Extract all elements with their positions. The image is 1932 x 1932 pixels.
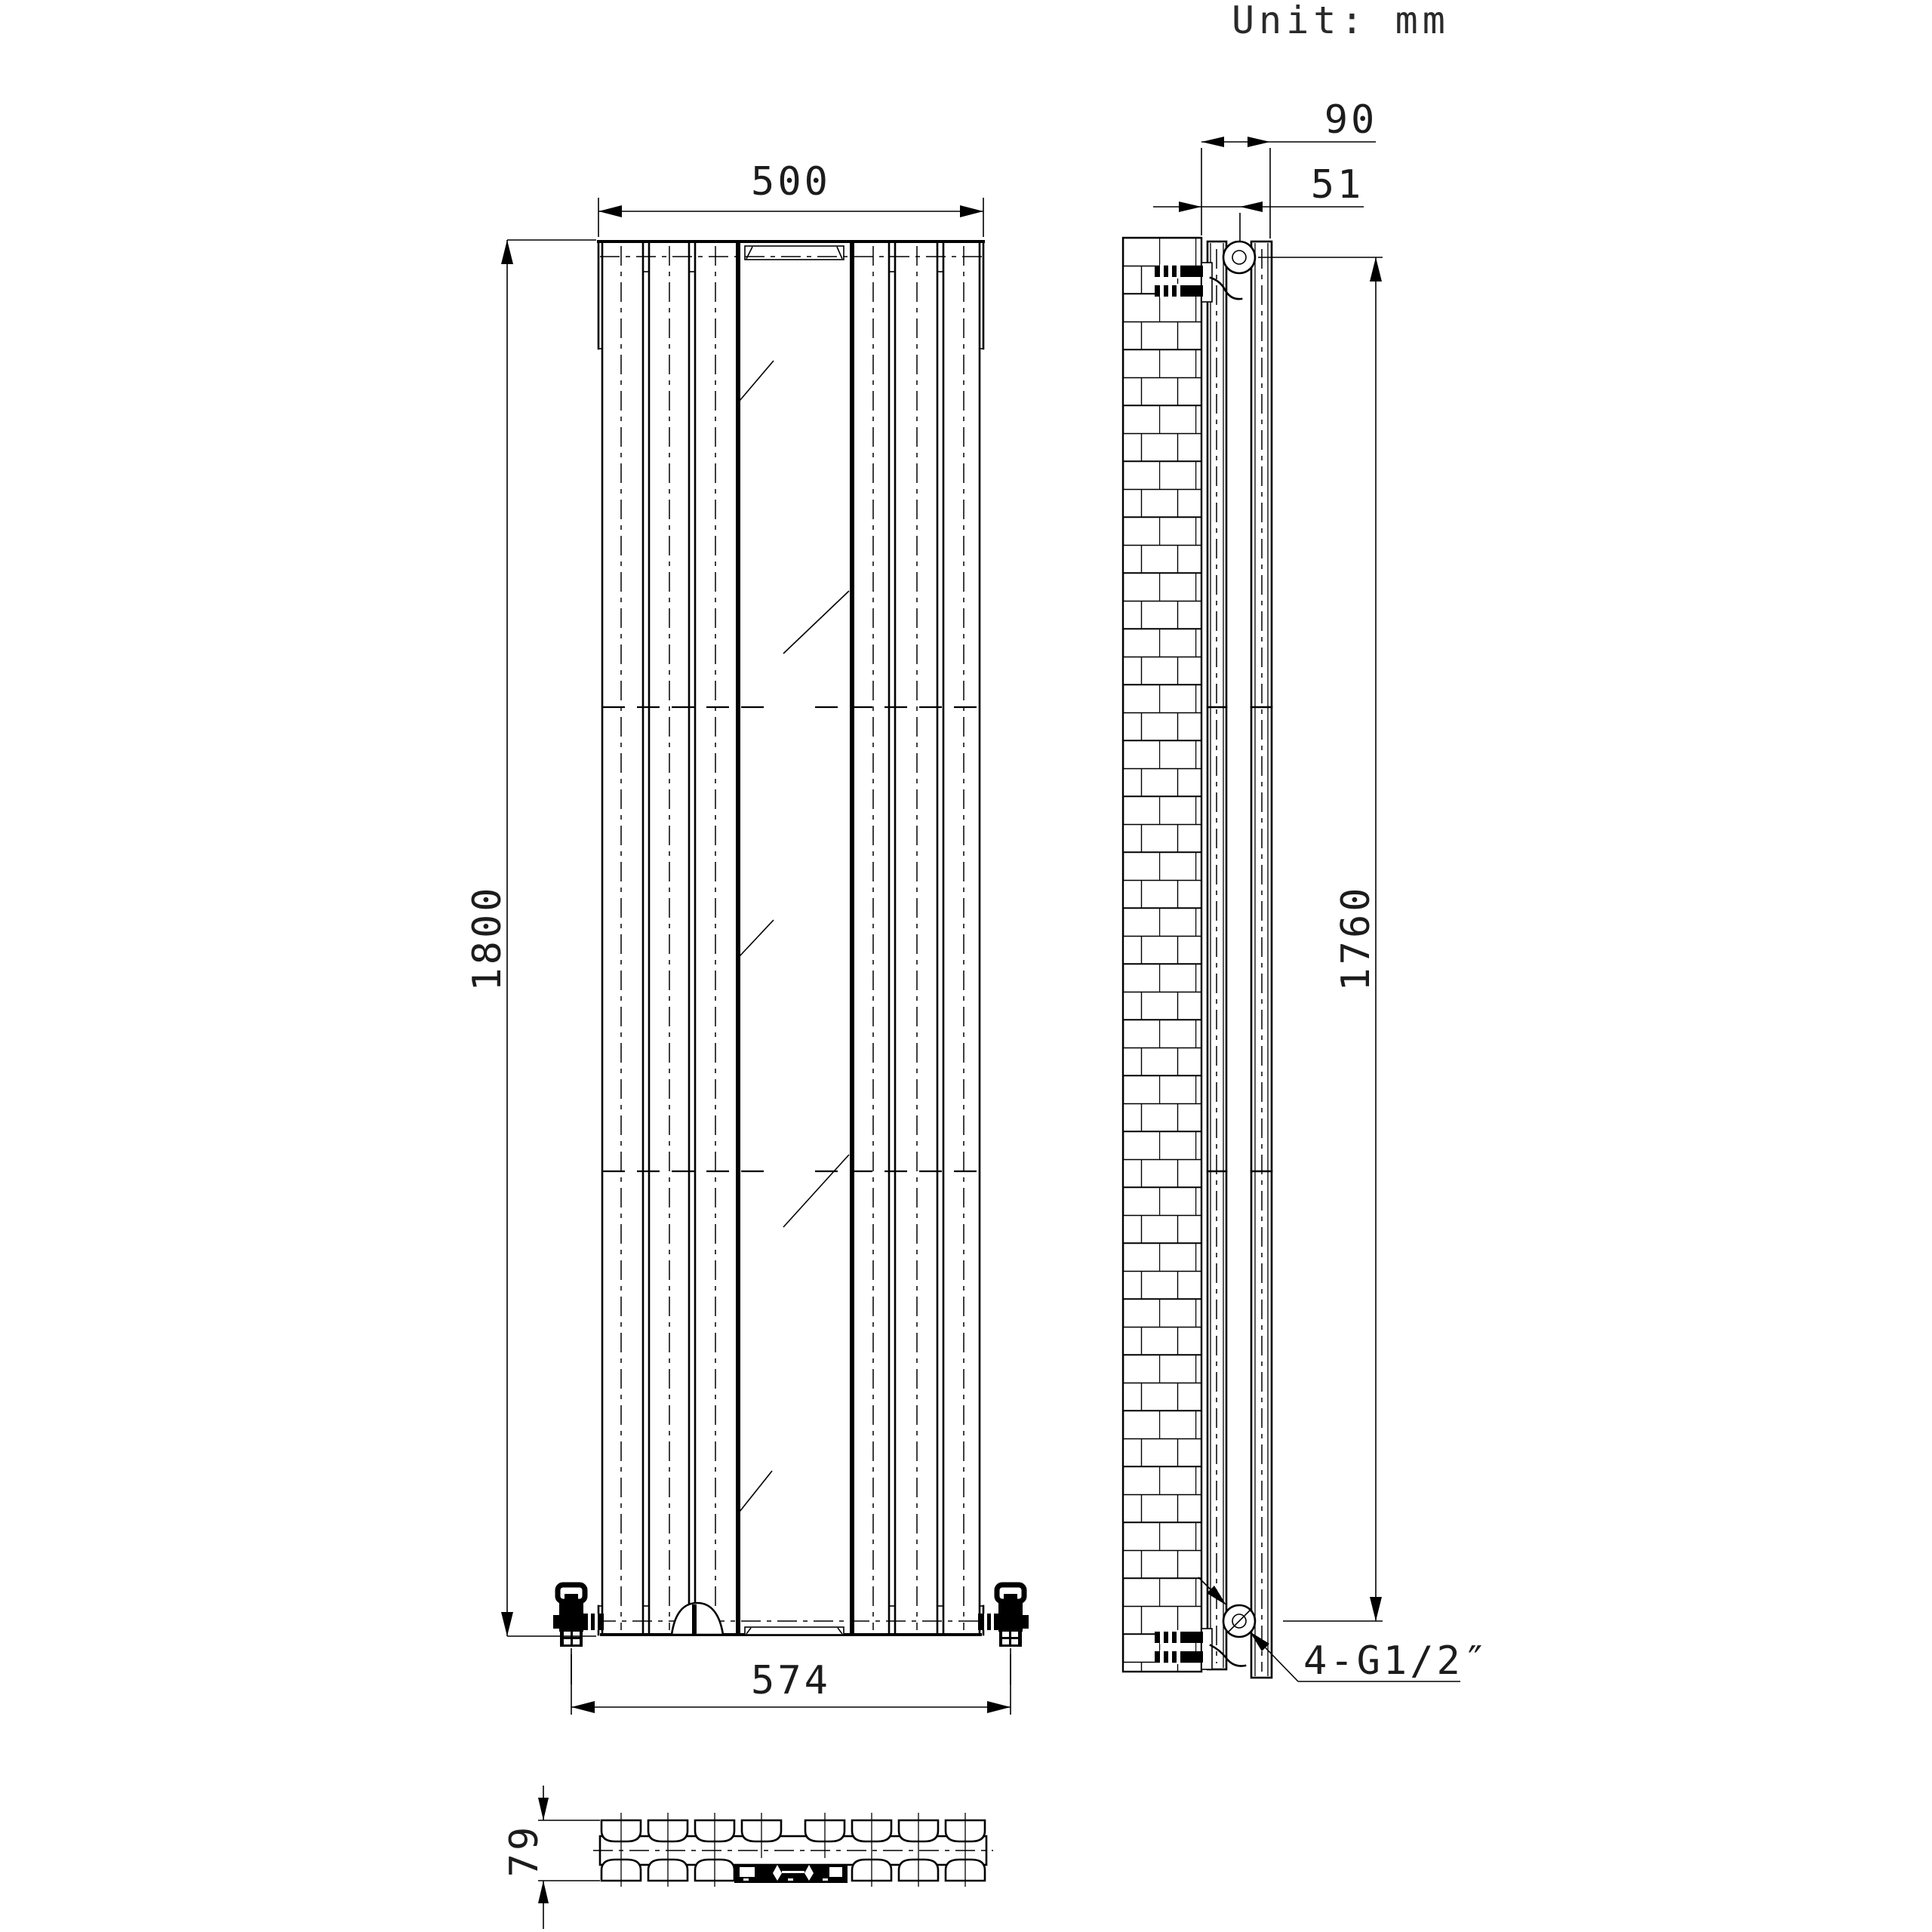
front-seam-lines [602,707,980,1171]
dim-front-width [598,159,983,237]
dim-section-depth [502,1786,600,1929]
front-panel-gaps [643,242,943,1635]
section-depth-label: 79 [502,1823,547,1878]
mirror-glass-bottom-bar [745,1627,844,1635]
side-view [1123,238,1272,1678]
front-tube-centerlines [621,246,964,1630]
connection-label: 4-G1/2″ [1303,1638,1491,1684]
dim-wall-to-axis [1153,162,1364,242]
mirror-glass-hatches [740,361,849,1512]
side-height-label: 1760 [1334,884,1379,992]
side-front-panel [1251,242,1272,1678]
depth-total-label: 90 [1324,97,1378,143]
dim-side-height [1258,257,1383,1621]
top-connection-boss [1223,242,1255,273]
front-width-label: 500 [751,159,831,205]
brick-wall [1123,238,1201,1672]
left-valve [553,1585,604,1684]
unit-label: Unit: mm [1232,0,1450,42]
wall-to-axis-label: 51 [1310,162,1364,208]
right-valve [978,1585,1029,1684]
section-mirror-clamp [734,1864,848,1883]
front-height-label: 1800 [465,884,510,992]
side-rear-panel [1208,242,1226,1669]
vent-dome [672,1603,723,1635]
dim-valve-span [571,1654,1011,1715]
front-view [553,242,1029,1684]
valve-span-label: 574 [751,1658,831,1703]
section-view [593,1813,993,1887]
mirror-panel [738,242,852,1635]
mirror-glass-top-bar [745,246,844,260]
dim-front-height [465,240,596,1636]
